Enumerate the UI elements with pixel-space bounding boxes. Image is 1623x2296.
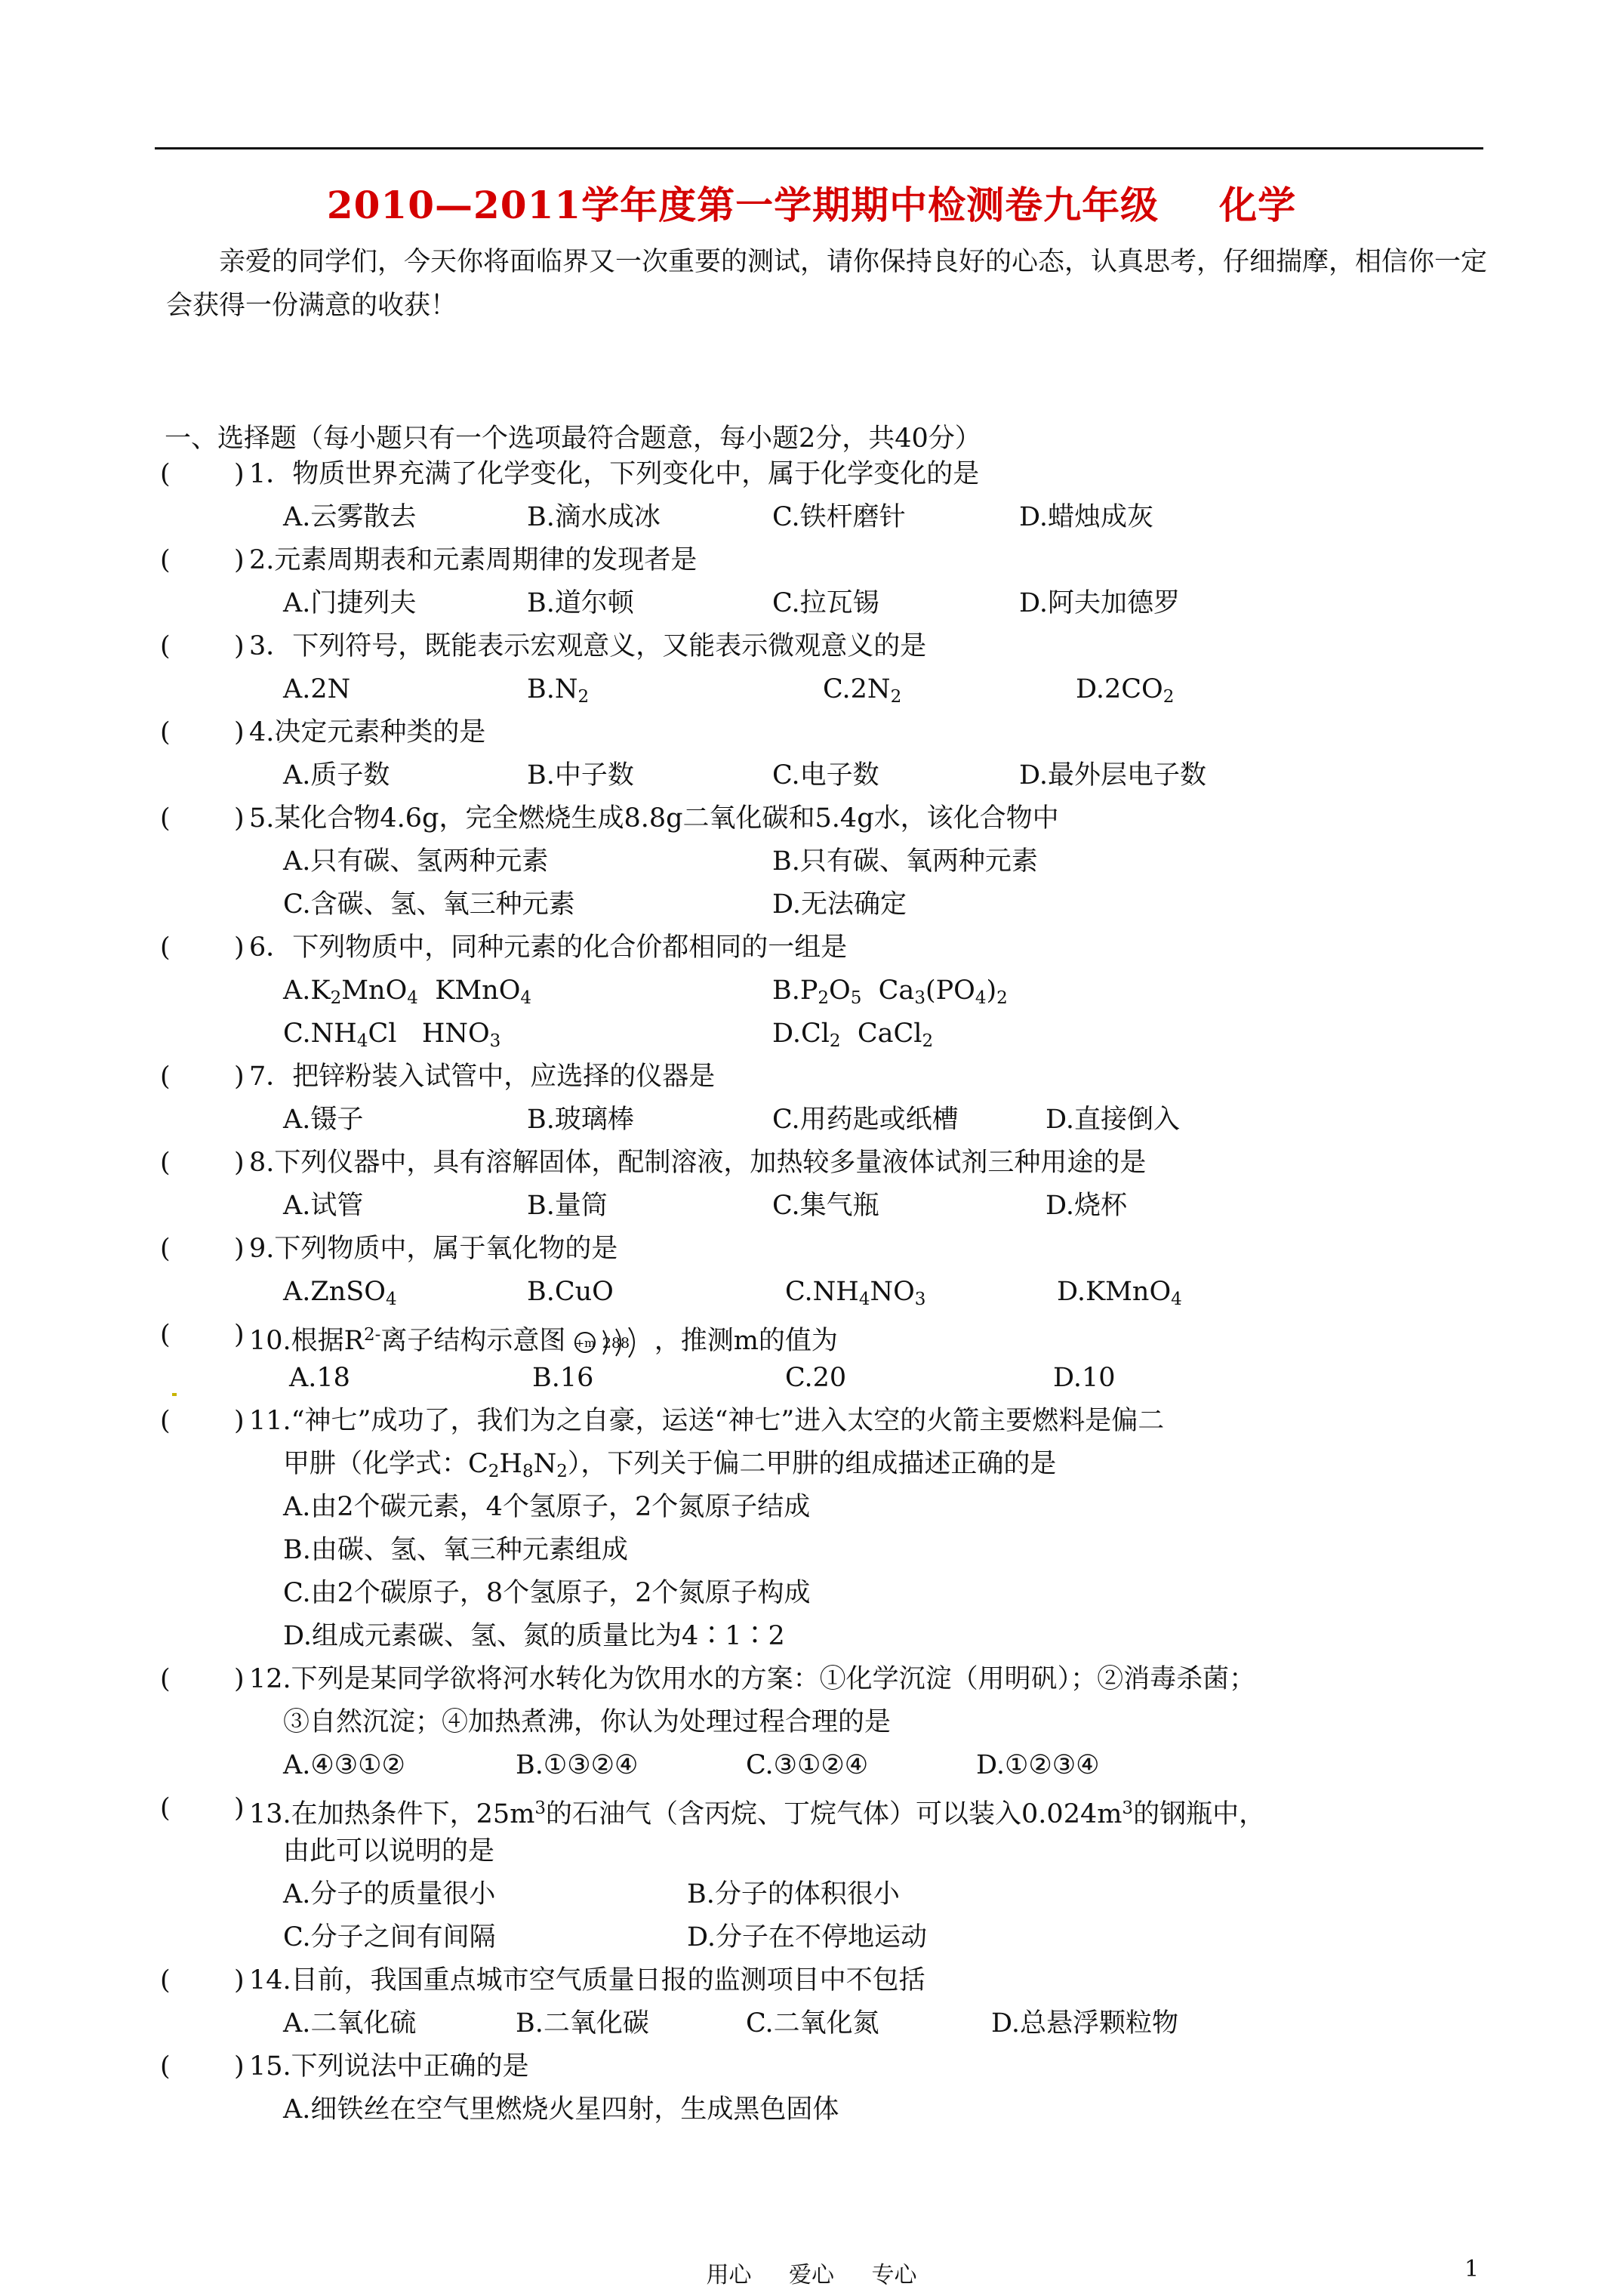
question-6	[0, 926, 1623, 969]
question-9	[0, 1228, 1623, 1271]
option-c: $C.NH_4NO_3$	[785, 1277, 926, 1309]
question-10	[0, 1314, 1623, 1357]
option-a: A.只有碳、氢两种元素	[283, 846, 549, 877]
ion-structure-diagram	[574, 1327, 646, 1358]
option-a: A.试管	[283, 1191, 364, 1221]
option-a: A.分子的质量很小	[283, 1879, 496, 1909]
question-stem-continued: 甲肼（化学式：$C_2H_8N_2$），下列关于偏二甲肼的组成描述正确的是	[283, 1449, 1057, 1481]
option-b: B.中子数	[527, 760, 634, 791]
answer-blank[interactable]: ( )	[160, 803, 245, 834]
option-b: B.由碳、氢、氧三种元素组成	[283, 1535, 628, 1565]
question-stem: 1．物质世界充满了化学变化，下列变化中，属于化学变化的是	[249, 459, 980, 489]
header-rule	[155, 147, 1483, 149]
option-a: A.质子数	[283, 760, 390, 791]
option-d: D.总悬浮颗粒物	[991, 2008, 1178, 2039]
option-b: B.只有碳、氧两种元素	[772, 846, 1038, 877]
answer-blank[interactable]: ( )	[160, 717, 245, 747]
option-c: C.含碳、氢、氧三种元素	[283, 889, 575, 920]
option-a: A.云雾散去	[283, 502, 417, 532]
question-7	[0, 1056, 1623, 1099]
question-14	[0, 1959, 1623, 2002]
question-stem: 6．下列物质中，同种元素的化合价都相同的一组是	[249, 932, 848, 963]
options-row	[0, 2088, 1623, 2131]
option-a: A.④③①②	[283, 1750, 405, 1780]
question-5	[0, 797, 1623, 840]
option-c: C.铁杆磨针	[772, 502, 906, 532]
option-a: A.镊子	[283, 1105, 364, 1135]
question-2	[0, 539, 1623, 582]
option-b: B.道尔顿	[527, 588, 634, 618]
option-d: D.直接倒入	[1046, 1105, 1180, 1135]
question-stem: 9.下列物质中，属于氧化物的是	[249, 1234, 618, 1264]
option-a: $A.K_2MnO_4$ KMnO$_4$	[283, 975, 532, 1008]
option-c: C.用药匙或纸槽	[772, 1105, 959, 1135]
options-row	[0, 1529, 1623, 1572]
option-b: $B.P_2O_5$ $Ca_3(PO_4)_2$	[772, 975, 1008, 1008]
question-list	[0, 453, 1623, 2131]
option-c: C.由2个碳原子，8个氢原子，2个氮原子构成	[283, 1578, 811, 1608]
question-stem: 5.某化合物4.6g，完全燃烧生成8.8g二氧化碳和5.4g水，该化合物中	[249, 803, 1059, 834]
question-stem: 10.根据$R^{2-}$离子结构示意图 +m 288 ，推测m的值为	[249, 1325, 838, 1356]
options-row	[0, 1185, 1623, 1228]
option-d: D.①②③④	[976, 1750, 1100, 1780]
option-b: $B.N_2$	[527, 674, 590, 707]
title-main: 2010—2011学年度第一学期期中检测卷九年级	[326, 183, 1160, 227]
option-a: A.由2个碳元素，4个氢原子，2个氮原子结成	[283, 1492, 811, 1522]
options-row	[0, 582, 1623, 625]
answer-blank[interactable]: ( )	[160, 2051, 245, 2082]
title-subject: 化学	[1219, 183, 1297, 227]
options-row	[0, 1486, 1623, 1529]
question-stem: 2.元素周期表和元素周期律的发现者是	[249, 545, 698, 575]
options-row	[0, 496, 1623, 539]
option-d: D.最外层电子数	[1019, 760, 1206, 791]
options-row	[0, 1271, 1623, 1314]
option-c: C.集气瓶	[772, 1191, 879, 1221]
option-c: C.电子数	[772, 760, 879, 791]
footer-word: 专心	[871, 2262, 917, 2288]
shell-electrons: 288	[602, 1334, 630, 1351]
option-a: A.细铁丝在空气里燃烧火星四射，生成黑色固体	[283, 2094, 839, 2125]
question-stem: 8.下列仪器中，具有溶解固体，配制溶液，加热较多量液体试剂三种用途的是	[249, 1148, 1147, 1178]
scan-speck	[172, 1393, 177, 1396]
answer-blank[interactable]: ( )	[160, 1406, 245, 1436]
question-stem: 14.目前，我国重点城市空气质量日报的监测项目中不包括	[249, 1965, 925, 1996]
options-row	[0, 1615, 1623, 1658]
option-a: A.门捷列夫	[283, 588, 417, 618]
options-row	[0, 883, 1623, 926]
answer-blank[interactable]: ( )	[160, 545, 245, 575]
footer-word: 爱心	[789, 2262, 834, 2288]
question-stem: 3．下列符号，既能表示宏观意义，又能表示微观意义的是	[249, 631, 927, 661]
footer-word: 用心	[706, 2262, 752, 2288]
option-c: C.二氧化氮	[746, 2008, 879, 2039]
option-c: $C.NH_4Cl$ $HNO_3$	[283, 1019, 501, 1051]
options-row	[0, 1357, 1623, 1400]
answer-blank[interactable]: ( )	[160, 1320, 245, 1350]
page-footer	[0, 2256, 1623, 2289]
question-stem: 7．把锌粉装入试管中，应选择的仪器是	[249, 1062, 716, 1092]
question-1	[0, 453, 1623, 496]
option-d: $D.Cl_2$ CaCl$_2$	[772, 1019, 934, 1051]
answer-blank[interactable]: ( )	[160, 459, 245, 489]
option-a: A.2N	[283, 674, 351, 704]
option-d: D.无法确定	[772, 889, 907, 920]
question-13	[0, 1787, 1623, 1830]
question-4	[0, 711, 1623, 754]
option-b: B.量筒	[527, 1191, 608, 1221]
options-row	[0, 1572, 1623, 1615]
answer-blank[interactable]: ( )	[160, 631, 245, 661]
option-b: B.分子的体积很小	[687, 1879, 900, 1909]
answer-blank[interactable]: ( )	[160, 1664, 245, 1694]
option-d: D.分子在不停地运动	[687, 1922, 927, 1952]
option-b: B.16	[532, 1363, 594, 1393]
answer-blank[interactable]: ( )	[160, 1062, 245, 1092]
option-d: D.蜡烛成灰	[1019, 502, 1153, 532]
question-stem: 13.在加热条件下，$25m^3$的石油气（含丙烷、丁烷气体）可以装入$0.024m^3$的钢瓶中，	[249, 1798, 1266, 1829]
question-stem: 15.下列说法中正确的是	[249, 2051, 529, 2082]
option-c: C.分子之间有间隔	[283, 1922, 496, 1952]
answer-blank[interactable]: ( )	[160, 1965, 245, 1996]
option-c: $C.2N_2$	[823, 674, 902, 707]
page-number: 1	[1464, 2256, 1480, 2282]
question-stem: 11.“神七”成功了，我们为之自豪，运送“神七”进入太空的火箭主要燃料是偏二	[249, 1406, 1165, 1436]
options-row	[0, 1873, 1623, 1916]
option-d: D.KMnO$_4$	[1057, 1277, 1182, 1309]
option-c: C.20	[785, 1363, 847, 1393]
options-row	[0, 1916, 1623, 1959]
option-b: B.①③②④	[516, 1750, 639, 1780]
option-d: D.组成元素碳、氢、氮的质量比为4∶1∶2	[283, 1621, 785, 1651]
options-row	[0, 840, 1623, 883]
option-b: B.玻璃棒	[527, 1105, 634, 1135]
question-stem-continued: ③自然沉淀；④加热煮沸，你认为处理过程合理的是	[283, 1707, 892, 1737]
question-stem: 12.下列是某同学欲将河水转化为饮用水的方案：①化学沉淀（用明矾）；②消毒杀菌；	[249, 1664, 1256, 1694]
option-b: B.滴水成冰	[527, 502, 661, 532]
options-row	[0, 668, 1623, 711]
options-row	[0, 754, 1623, 797]
option-d: D.烧杯	[1046, 1191, 1127, 1221]
question-stem-continued: 由此可以说明的是	[283, 1836, 495, 1866]
nucleus-label: +m	[574, 1336, 595, 1350]
option-d: $D.2CO_2$	[1076, 674, 1175, 707]
intro-paragraph: 亲爱的同学们，今天你将面临界又一次重要的测试，请你保持良好的心态，认真思考，仔细揣摩，相信你一定会获得一份满意的收获！	[166, 247, 1488, 321]
question-3	[0, 625, 1623, 668]
options-row	[0, 1099, 1623, 1142]
options-row	[0, 1012, 1623, 1056]
option-c: C.拉瓦锡	[772, 588, 879, 618]
options-row	[0, 969, 1623, 1012]
option-d: D.10	[1053, 1363, 1116, 1393]
option-d: D.阿夫加德罗	[1019, 588, 1180, 618]
options-row	[0, 1744, 1623, 1787]
question-8	[0, 1142, 1623, 1185]
answer-blank[interactable]: ( )	[160, 1148, 245, 1178]
answer-blank[interactable]: ( )	[160, 932, 245, 963]
option-c: C.③①②④	[746, 1750, 869, 1780]
page-title	[0, 175, 1623, 230]
options-row	[0, 2002, 1623, 2045]
question-stem: 4.决定元素种类的是	[249, 717, 486, 747]
question-11	[0, 1400, 1623, 1443]
question-12	[0, 1658, 1623, 1701]
question-15	[0, 2045, 1623, 2088]
answer-blank[interactable]: ( )	[160, 1234, 245, 1264]
answer-blank[interactable]: ( )	[160, 1793, 245, 1823]
option-b: B.二氧化碳	[516, 2008, 649, 2039]
option-b: B.CuO	[527, 1277, 614, 1307]
option-a: A.ZnSO$_4$	[283, 1277, 397, 1309]
section-heading: 一、选择题（每小题只有一个选项最符合题意，每小题2分，共40分）	[165, 424, 981, 454]
option-a: A.二氧化硫	[283, 2008, 417, 2039]
option-a: A.18	[289, 1363, 350, 1393]
